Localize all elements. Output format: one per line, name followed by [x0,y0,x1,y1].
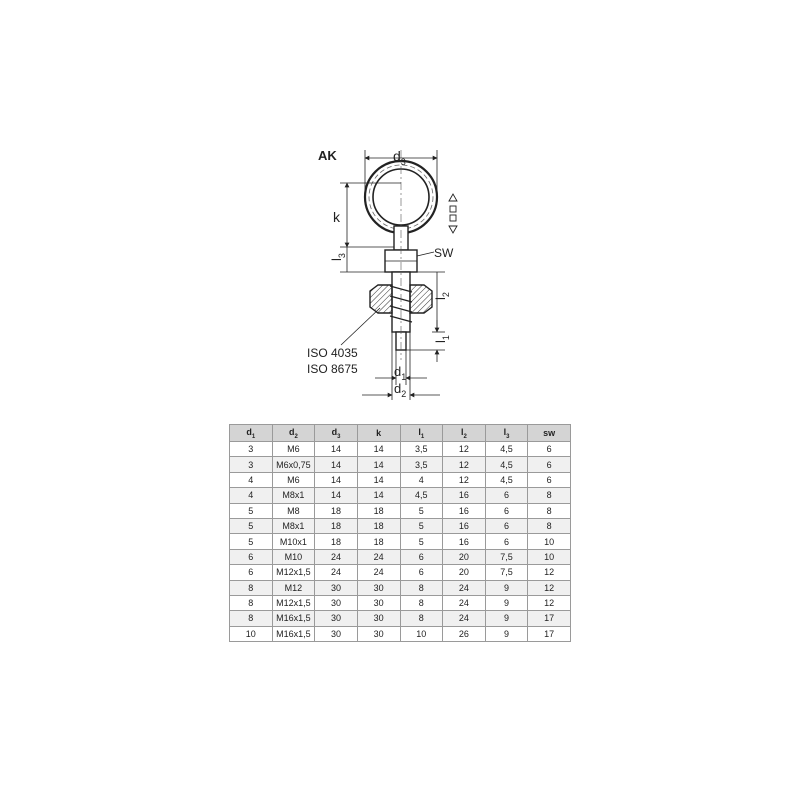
header-symbol: l [418,426,421,437]
header-symbol: d [246,426,252,437]
iso-leader [341,308,380,345]
table-cell: 5 [400,534,443,549]
table-cell: 8 [230,595,273,610]
table-cell: 18 [357,503,400,518]
table-header-cell [400,425,443,442]
table-cell: 20 [443,565,486,580]
table-cell: 14 [357,472,400,487]
table-cell: 5 [230,503,273,518]
table-cell: 30 [357,626,400,641]
table-cell: 7,5 [485,565,528,580]
table-cell: M6x0,75 [272,457,315,472]
table-cell: 18 [315,534,358,549]
header-subscript: 3 [506,433,510,440]
table-cell: 3 [230,457,273,472]
table-cell: 8 [528,488,571,503]
table-cell: 20 [443,549,486,564]
table-cell: 16 [443,518,486,533]
table-cell: 24 [443,611,486,626]
header-symbol: l [503,426,507,437]
table-cell: 9 [485,595,528,610]
table-cell: 3,5 [400,442,443,457]
table-row [230,518,571,533]
table-header-cell [315,425,358,442]
table-cell: 12 [528,595,571,610]
table-cell: M16x1,5 [272,611,315,626]
table-cell: M10 [272,549,315,564]
table-cell: 8 [400,580,443,595]
table-cell: 6 [485,518,528,533]
table-row [230,549,571,564]
table-cell: 3 [230,442,273,457]
table-cell: 12 [443,472,486,487]
table-cell: 12 [443,457,486,472]
sw-leader [417,252,434,256]
table-cell: 9 [485,626,528,641]
table-cell: 8 [230,580,273,595]
table-cell: 24 [443,595,486,610]
dim-d1-label: $d_1$ [394,364,407,382]
table-header-cell [272,425,315,442]
table-cell: 14 [315,472,358,487]
table-cell: 14 [315,457,358,472]
header-symbol: d [331,426,338,437]
table-cell: 4,5 [400,488,443,503]
table-cell: 4 [230,472,273,487]
table-cell: M10x1 [272,534,315,549]
dim-d3-label: $d_3$ [393,148,406,167]
table-cell: M8 [272,503,315,518]
dim-l3 [340,247,385,272]
table-row [230,626,571,641]
table-cell: 24 [315,549,358,564]
table-cell: 9 [485,611,528,626]
table-row [230,534,571,549]
table-cell: 6 [528,442,571,457]
table-header-cell [230,425,273,442]
table-cell: 6 [485,503,528,518]
table-cell: 18 [315,518,358,533]
table-cell: 18 [315,503,358,518]
table-cell: 24 [357,565,400,580]
table-cell: 8 [400,611,443,626]
table-cell: 18 [357,534,400,549]
table-row [230,472,571,487]
header-symbol: l [461,426,464,437]
table-cell: 8 [400,595,443,610]
table-row [230,488,571,503]
table-row [230,565,571,580]
table-cell: 6 [485,488,528,503]
table-cell: 14 [357,457,400,472]
header-subscript: 2 [463,433,467,440]
table-header-cell [485,425,528,442]
table-cell: 5 [400,503,443,518]
table-cell: 6 [400,549,443,564]
table-cell: 30 [315,580,358,595]
table-row [230,580,571,595]
table-cell: 6 [230,565,273,580]
table-cell: 30 [315,611,358,626]
table-row [230,457,571,472]
table-cell: M6 [272,442,315,457]
table-cell: M6 [272,472,315,487]
table-cell: 24 [315,565,358,580]
table-cell: 10 [230,626,273,641]
table-cell: 30 [315,595,358,610]
table-row [230,611,571,626]
table-cell: 4 [230,488,273,503]
table-cell: 16 [443,488,486,503]
table-header-cell [528,425,571,442]
table-body [230,442,571,642]
table-cell: 30 [315,626,358,641]
header-subscript: 1 [251,433,256,440]
table-cell: 18 [357,518,400,533]
table-header-row [230,425,571,442]
table-cell: 12 [528,565,571,580]
table-cell: 24 [443,580,486,595]
table-header-cell [357,425,400,442]
table-cell: 14 [357,488,400,503]
dim-l3-label: $l_3$ [329,253,347,261]
table-cell: 24 [357,549,400,564]
table-cell: 30 [357,611,400,626]
table-cell: 10 [528,534,571,549]
header-symbol: k [376,428,382,438]
dim-d2-label: $d_2$ [394,381,407,399]
table-cell: M8x1 [272,518,315,533]
table-cell: 4,5 [485,442,528,457]
table-row [230,595,571,610]
table-cell: 16 [443,503,486,518]
table-cell: 30 [357,580,400,595]
table-cell: 6 [230,549,273,564]
table-cell: 4 [400,472,443,487]
table-cell: 30 [357,595,400,610]
table-cell: M12 [272,580,315,595]
header-subscript: 1 [420,433,425,440]
table-cell: 5 [230,534,273,549]
table-cell: 4,5 [485,457,528,472]
dim-k-label: k [333,209,340,225]
table-cell: 6 [485,534,528,549]
table-cell: 5 [400,518,443,533]
table-cell: 7,5 [485,549,528,564]
table-cell: 14 [315,442,358,457]
table-row [230,503,571,518]
table-cell: 12 [443,442,486,457]
table-cell: 6 [400,565,443,580]
dim-l1-label: $l_1$ [433,335,451,343]
table-cell: 17 [528,626,571,641]
dim-l2-label: $l_2$ [433,292,451,300]
table-cell: 6 [528,457,571,472]
table-cell: 10 [400,626,443,641]
standard-label-2: ISO 8675 [307,362,358,376]
dimension-table [229,424,571,642]
table-cell: 12 [528,580,571,595]
table-cell: 3,5 [400,457,443,472]
table-cell: 9 [485,580,528,595]
table-cell: 4,5 [485,472,528,487]
header-subscript: 2 [294,433,298,440]
table-cell: 17 [528,611,571,626]
table-header-cell [443,425,486,442]
table-cell: 5 [230,518,273,533]
table-cell: 10 [528,549,571,564]
table-cell: M12x1,5 [272,565,315,580]
table-cell: 8 [528,503,571,518]
header-symbol: d [289,426,295,437]
table-cell: 16 [443,534,486,549]
table-cell: 14 [357,442,400,457]
header-symbol: sw [543,428,556,438]
table-cell: M12x1,5 [272,595,315,610]
dim-sw-label: SW [434,246,454,260]
table-cell: M8x1 [272,488,315,503]
direction-symbols [449,194,457,233]
table-cell: 6 [528,472,571,487]
table-cell: 14 [315,488,358,503]
table-cell: 26 [443,626,486,641]
header-subscript: 3 [337,433,341,440]
table-row [230,442,571,457]
variant-label: AK [318,148,337,163]
table-cell: M16x1,5 [272,626,315,641]
table-cell: 8 [230,611,273,626]
table-cell: 8 [528,518,571,533]
standard-label-1: ISO 4035 [307,346,358,360]
